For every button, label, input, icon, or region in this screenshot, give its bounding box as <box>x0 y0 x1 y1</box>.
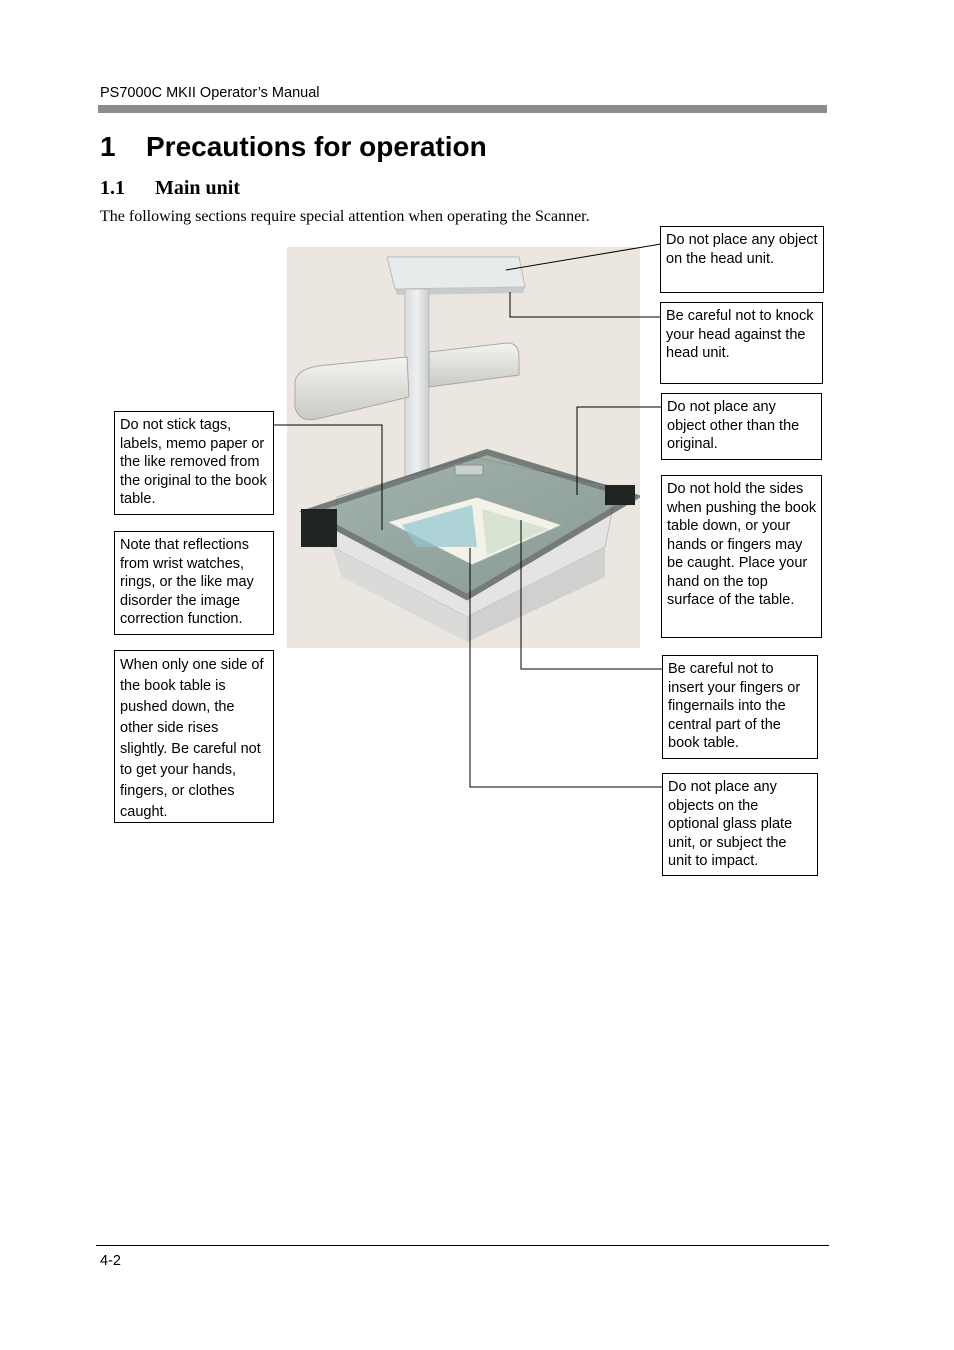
callout-hold-sides: Do not hold the sides when pushing the book table down, or your hands or fingers may be caught. Place your hand on the top surface of the table. <box>661 475 822 638</box>
page-number: 4-2 <box>100 1253 121 1269</box>
chapter-title-text: Precautions for operation <box>146 131 487 162</box>
footer-rule <box>96 1245 829 1246</box>
intro-paragraph: The following sections require special attention when operating the Scanner. <box>100 208 590 225</box>
callout-knock-head: Be careful not to knock your head against the head unit. <box>660 302 823 384</box>
chapter-number: 1 <box>100 131 116 162</box>
section-title-text: Main unit <box>155 177 241 199</box>
scanner-photo <box>287 247 640 648</box>
callout-glass-plate: Do not place any objects on the optional glass plate unit, or subject the unit to impact. <box>662 773 818 876</box>
callout-stick-tags: Do not stick tags, labels, memo paper or the like removed from the original to the book table. <box>114 411 274 515</box>
chapter-title <box>100 131 487 163</box>
callout-one-side: When only one side of the book table is pushed down, the other side rises slightly. Be careful not to get your hands, fingers, or clothes caught. <box>114 650 274 823</box>
callout-head-unit-object: Do not place any object on the head unit. <box>660 226 824 293</box>
callout-insert-fingers: Be careful not to insert your fingers or fingernails into the central part of the book table. <box>662 655 818 759</box>
header-rule <box>98 105 827 113</box>
callout-reflections: Note that reflections from wrist watches, rings, or the like may disorder the image correction function. <box>114 531 274 635</box>
section-title <box>100 177 240 200</box>
section-number: 1.1 <box>100 177 125 199</box>
running-header: PS7000C MKII Operator’s Manual <box>100 85 320 101</box>
callout-object-other-than-original: Do not place any object other than the original. <box>661 393 822 460</box>
